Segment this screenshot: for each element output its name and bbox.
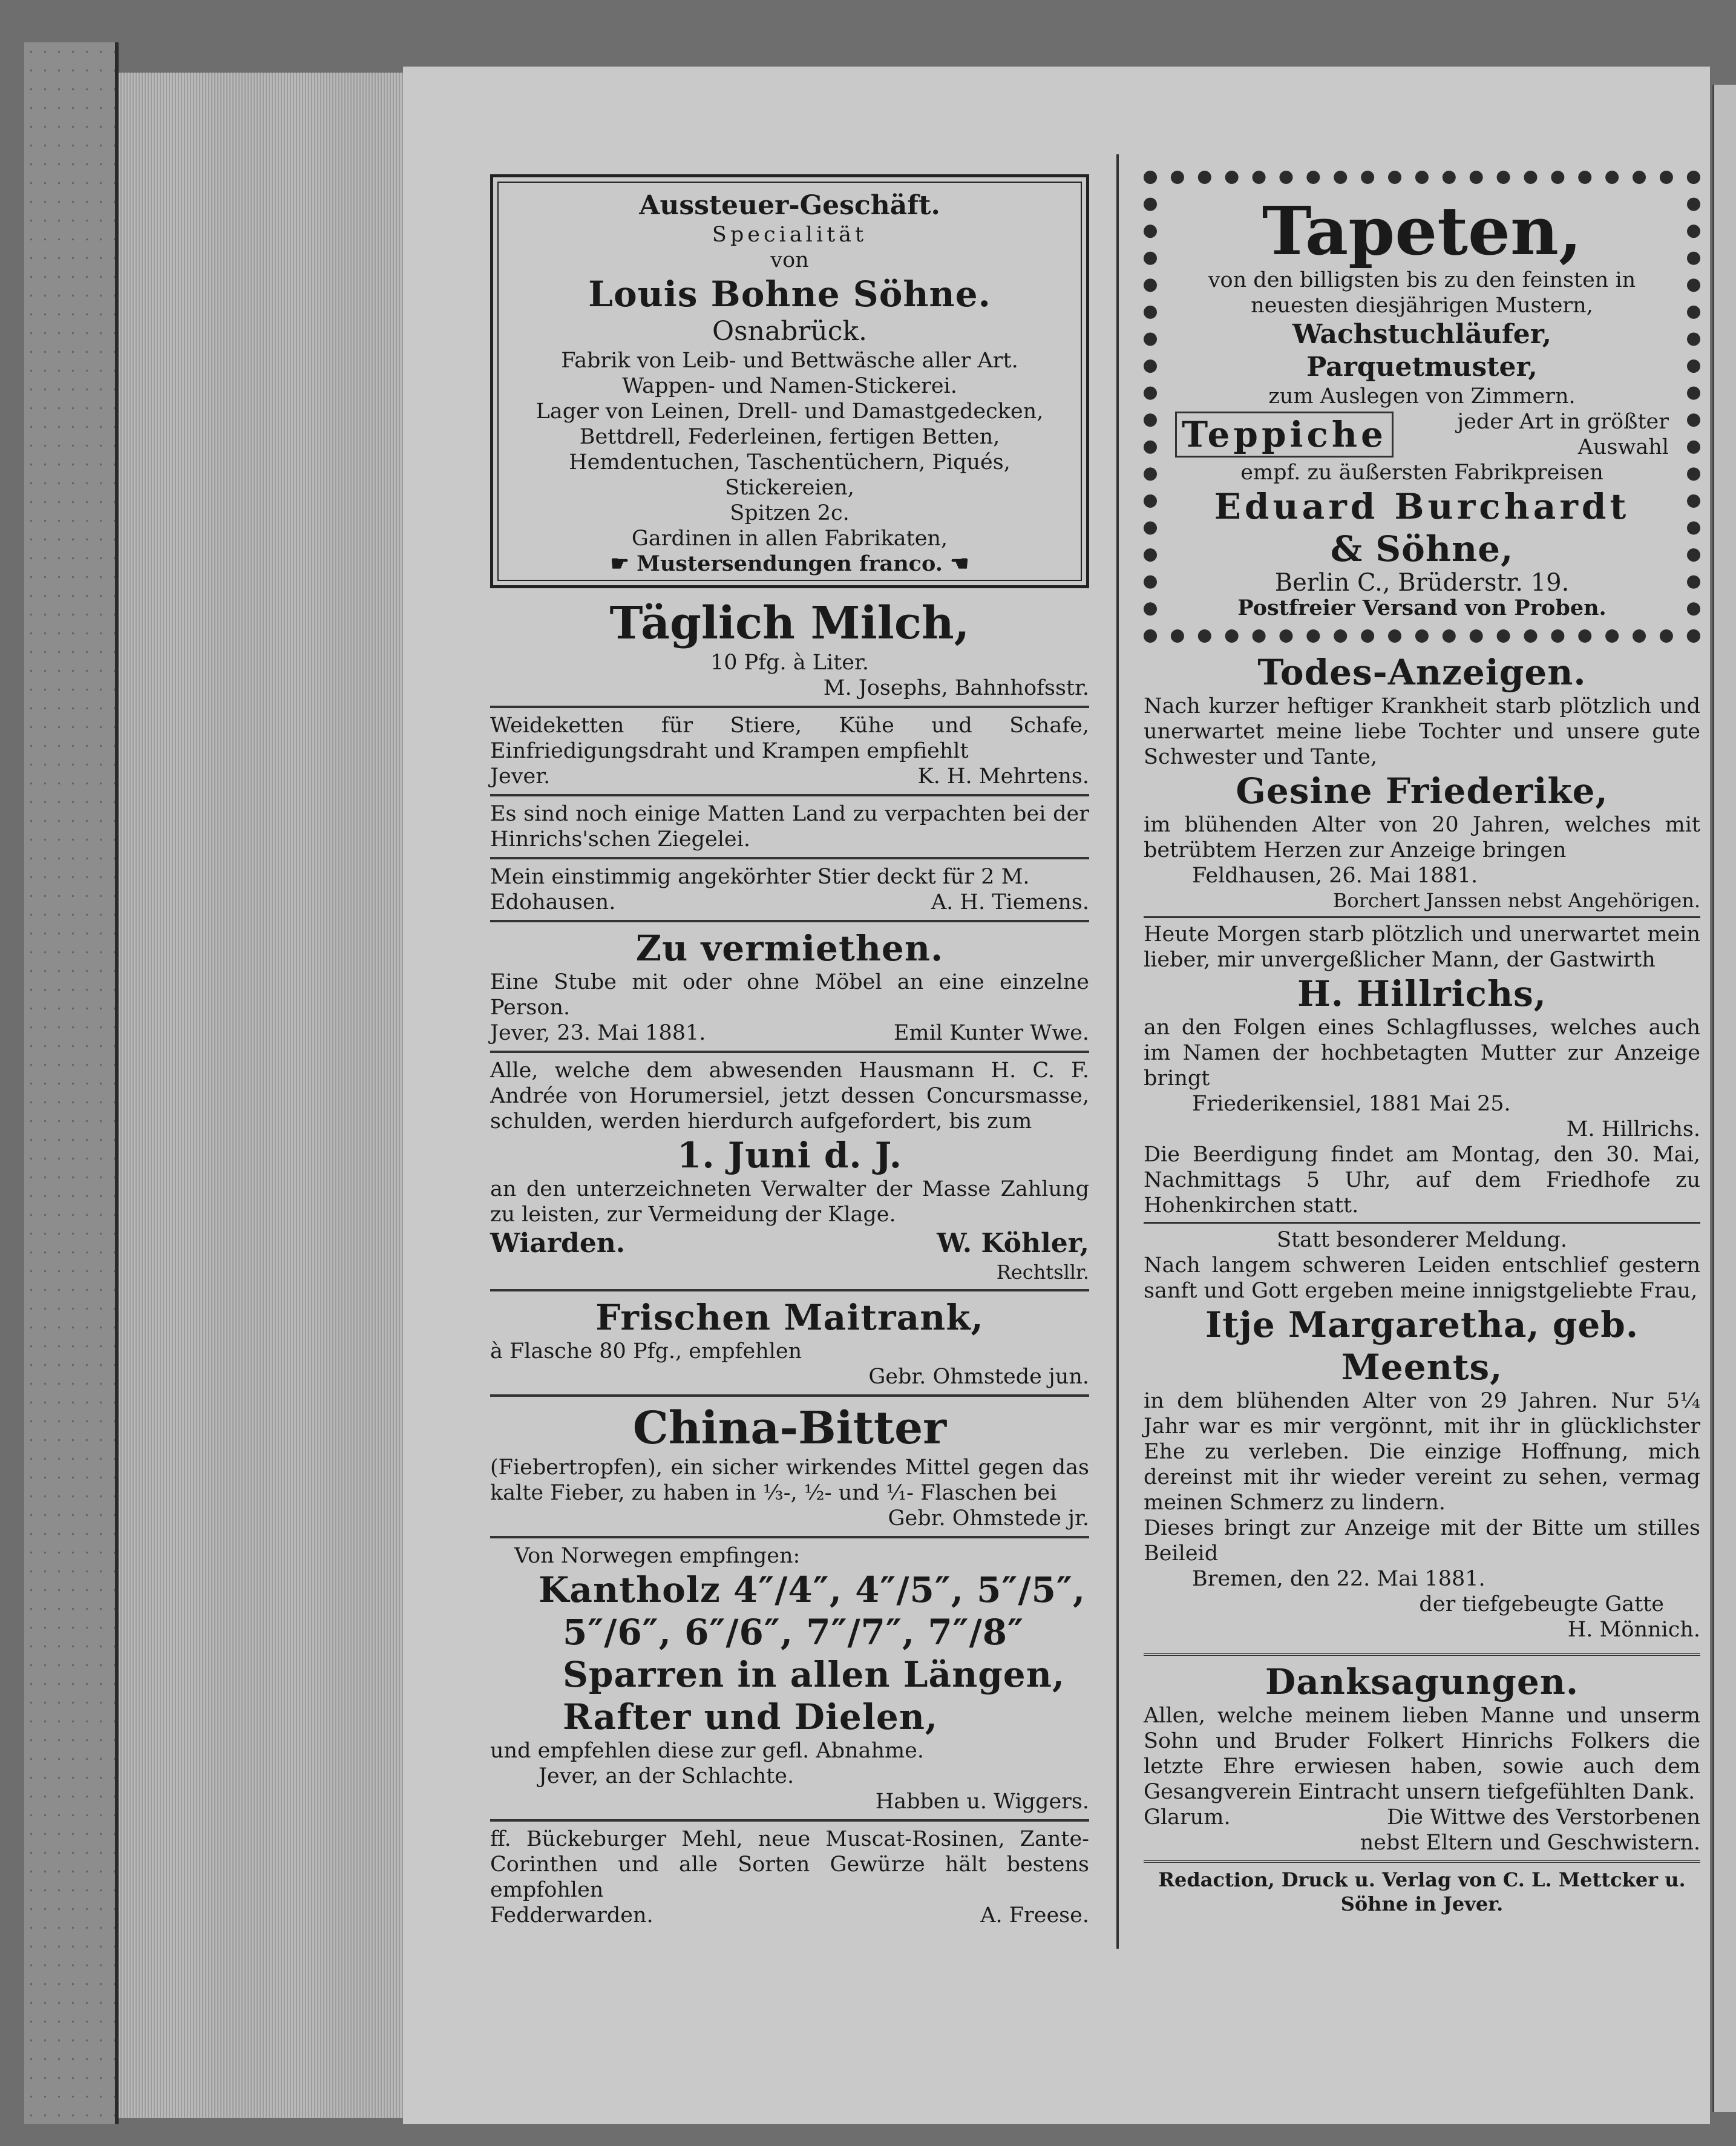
todes-date: Friederikensiel, 1881 Mai 25. <box>1192 1092 1511 1116</box>
ad-line: Fabrik von Leib- und Bettwäsche aller Art. <box>561 349 1018 373</box>
divider <box>490 857 1089 859</box>
mehl-text: ff. Bückeburger Mehl, neue Muscat-Rosinen, Zante-Corinthen und alle Sorten Gewürze hält bestens empfohlen <box>490 1827 1089 1902</box>
dank-signature: nebst Eltern und Geschwistern. <box>1360 1831 1700 1855</box>
divider <box>490 1819 1089 1822</box>
firm-name: Louis Bohne Söhne. <box>588 274 991 315</box>
milk-title: Täglich Milch, <box>609 597 970 649</box>
weide-signature: K. H. Mehrtens. <box>917 764 1089 789</box>
todes-signature: der tiefgebeugte Gatte <box>1419 1592 1664 1616</box>
ad-title: Aussteuer-Geschäft. <box>639 190 940 221</box>
left-column <box>490 163 1089 1928</box>
holz-intro: Von Norwegen empfingen: <box>514 1544 801 1568</box>
tapeten-line: neuesten diesjährigen Mustern, <box>1251 294 1593 318</box>
todes-text: Statt besonderer Meldung. <box>1276 1228 1568 1252</box>
dank-title: Danksagungen. <box>1265 1661 1579 1702</box>
pointing-hand-icon: ☛ <box>610 551 637 576</box>
china-title: China-Bitter <box>632 1402 947 1454</box>
matten-text: Es sind noch einige Matten Land zu verpachten bei der Hinrichs'schen Ziegelei. <box>490 802 1089 852</box>
todes-date: Bremen, den 22. Mai 1881. <box>1192 1567 1485 1591</box>
vermiethen-text: Eine Stube mit oder ohne Möbel an eine einzelne Person. <box>490 970 1089 1020</box>
ad-weideketten <box>490 713 1089 789</box>
teppiche-label: Teppiche <box>1175 412 1394 458</box>
tapeten-firm: & Söhne, <box>1330 528 1514 569</box>
weide-place: Jever. <box>490 764 551 789</box>
tapeten-title: Tapeten, <box>1262 192 1582 270</box>
tapeten-footer: Postfreier Versand von Proben. <box>1237 596 1607 620</box>
pointing-hand-icon: ☚ <box>942 551 969 576</box>
holz-text: und empfehlen diese zur gefl. Abnahme. <box>490 1739 925 1763</box>
deceased-name: H. Hillrichs, <box>1297 973 1547 1014</box>
todes-text: Dieses bringt zur Anzeige mit der Bitte um stilles Beileid <box>1144 1516 1700 1566</box>
ad-concurs <box>490 1058 1089 1284</box>
next-page-edge <box>1712 85 1736 2112</box>
ad-line: Lager von Leinen, Drell- und Damastgedecken, <box>536 399 1044 424</box>
vermiethen-signature: Emil Kunter Wwe. <box>893 1021 1089 1045</box>
divider <box>490 706 1089 708</box>
divider <box>1144 916 1700 918</box>
ad-vermiethen <box>490 927 1089 1046</box>
divider <box>490 1536 1089 1538</box>
ad-milk <box>490 597 1089 701</box>
todes-text: in dem blühenden Alter von 29 Jahren. Nur 5¼ Jahr war es mir vergönnt, mit ihr in glücklichster Ehe zu verleben. Die einzige Hoffnung, mich dereinst mit ihr wieder vereint zu sehen, vermag meinen Schmerz zu lindern. <box>1144 1389 1700 1515</box>
todes-text: Nach kurzer heftiger Krankheit starb plötzlich und unerwartet meine liebe Tochter und unsere gute Schwester und Tante, <box>1144 694 1700 769</box>
ad-subtitle: von <box>770 248 809 272</box>
holz-signature: Habben u. Wiggers. <box>875 1790 1089 1814</box>
china-signature: Gebr. Ohmstede jr. <box>888 1506 1089 1531</box>
todes-signature: M. Hillrichs. <box>1566 1117 1700 1141</box>
mehl-signature: A. Freese. <box>980 1903 1089 1928</box>
danksagungen <box>1144 1661 1700 1856</box>
ad-tapeten <box>1144 171 1700 643</box>
todes-text: Nach langem schweren Leiden entschlief gestern sanft und Gott ergeben meine innigstgeliebte Frau, <box>1144 1253 1700 1303</box>
page-edges <box>119 73 405 2118</box>
divider <box>1144 1222 1700 1224</box>
holz-line: Sparren in allen Längen, <box>563 1654 1066 1695</box>
divider <box>490 794 1089 796</box>
concurs-deadline: 1. Juni d. J. <box>677 1135 902 1176</box>
mehl-place: Fedderwarden. <box>490 1903 653 1928</box>
china-text: (Fiebertropfen), ein sicher wirkendes Mittel gegen das kalte Fieber, zu haben in ⅓-, ½- und ⅟₁- Flaschen bei <box>490 1455 1089 1505</box>
divider <box>1144 1860 1700 1863</box>
weide-text: Weideketten für Stiere, Kühe und Schafe, Einfriedigungsdraht und Krampen empfiehlt <box>490 714 1089 763</box>
city: Osnabrück. <box>712 316 868 347</box>
ad-line: Spitzen 2c. <box>730 501 850 525</box>
dank-text: Allen, welche meinem lieben Manne und unserm Sohn und Bruder Folkert Hinrichs Folkers die letzte Ehre erwiesen haben, sowie auch dem Gesangverein Eintracht unsern tiefgefühlten Dank. <box>1144 1704 1700 1804</box>
todes-title: Todes-Anzeigen. <box>1257 652 1587 693</box>
maitrank-title: Frischen Maitrank, <box>595 1297 984 1338</box>
ad-aussteuer <box>490 174 1089 588</box>
tapeten-line: Auswahl <box>1577 435 1669 459</box>
stier-signature: A. H. Tiemens. <box>931 890 1089 914</box>
right-column <box>1144 163 1700 1916</box>
tapeten-line: Wachstuchläufer, Parquetmuster, <box>1292 319 1552 382</box>
concurs-signature: W. Köhler, <box>937 1228 1089 1259</box>
todes-date: Feldhausen, 26. Mai 1881. <box>1192 864 1478 888</box>
todes-text: an den Folgen eines Schlagflusses, welches auch im Namen der hochbetagten Mutter zur Anzeige bringt <box>1144 1016 1700 1091</box>
ad-subtitle: Specialität <box>712 223 868 247</box>
milk-signature: M. Josephs, Bahnhofsstr. <box>823 676 1089 700</box>
tapeten-line: von den billigsten bis zu den feinsten in <box>1208 268 1636 292</box>
holz-place: Jever, an der Schlachte. <box>539 1764 794 1788</box>
divider <box>490 920 1089 922</box>
divider <box>1144 1653 1700 1656</box>
ad-line: Bettdrell, Federleinen, fertigen Betten, <box>579 425 1000 449</box>
todes-signature: H. Mönnich. <box>1567 1618 1700 1642</box>
todes-anzeigen <box>1144 651 1700 1642</box>
stier-text: Mein einstimmig angekörhter Stier deckt für 2 M. <box>490 865 1030 889</box>
divider <box>490 1394 1089 1397</box>
tapeten-address: Berlin C., Brüderstr. 19. <box>1274 569 1570 597</box>
deceased-name: Itje Margaretha, geb. Meents, <box>1205 1304 1639 1388</box>
tapeten-line: empf. zu äußersten Fabrikpreisen <box>1240 461 1603 485</box>
holz-line: Rafter und Dielen, <box>563 1696 938 1737</box>
vermiethen-date: Jever, 23. Mai 1881. <box>490 1021 706 1045</box>
ad-maitrank <box>490 1296 1089 1390</box>
todes-text: im blühenden Alter von 20 Jahren, welches mit betrübtem Herzen zur Anzeige bringen <box>1144 813 1700 862</box>
ad-footer <box>510 551 1069 577</box>
holz-line: 5″/6″, 6″/6″, 7″/7″, 7″/8″ <box>563 1612 1024 1653</box>
tapeten-firm: Eduard Burchardt <box>1214 486 1630 527</box>
imprint: Redaction, Druck u. Verlag von C. L. Mettcker u. Söhne in Jever. <box>1158 1868 1686 1915</box>
concurs-place: Wiarden. <box>490 1228 626 1259</box>
book-cover <box>24 42 119 2124</box>
ad-line: Wappen- und Namen-Stickerei. <box>622 374 957 398</box>
concurs-text: Alle, welche dem abwesenden Hausmann H. C. F. Andrée von Horumersiel, jetzt dessen Concursmasse, schulden, werden hierdurch aufgefordert, bis zum <box>490 1058 1089 1134</box>
concurs-text: an den unterzeichneten Verwalter der Masse Zahlung zu leisten, zur Vermeidung der Klage. <box>490 1177 1089 1227</box>
ad-matten <box>490 801 1089 852</box>
deceased-name: Gesine Friederike, <box>1236 770 1608 812</box>
dotted-border <box>1144 171 1700 643</box>
column-divider <box>1116 154 1119 1949</box>
todes-text: Heute Morgen starb plötzlich und unerwartet mein lieber, mir unvergeßlicher Mann, der Gastwirth <box>1144 922 1700 972</box>
todes-text: Die Beerdigung findet am Montag, den 30. Mai, Nachmittags 5 Uhr, auf dem Friedhofe zu Hohenkirchen statt. <box>1144 1143 1700 1218</box>
concurs-role: Rechtsllr. <box>996 1261 1089 1284</box>
ad-line: Gardinen in allen Fabrikaten, <box>631 527 948 551</box>
divider <box>490 1289 1089 1291</box>
maitrank-signature: Gebr. Ohmstede jun. <box>868 1365 1089 1389</box>
todes-signature: Borchert Janssen nebst Angehörigen. <box>1332 889 1700 912</box>
ad-china-bitter <box>490 1402 1089 1531</box>
dank-place: Glarum. <box>1144 1805 1231 1829</box>
ad-line: Hemdentuchen, Taschentüchern, Piqués, Stickereien, <box>569 450 1010 500</box>
stier-place: Edohausen. <box>490 890 616 914</box>
holz-line: Kantholz 4″/4″, 4″/5″, 5″/5″, <box>539 1569 1086 1610</box>
tapeten-line: jeder Art in größter <box>1457 410 1669 434</box>
ad-footer-text: Mustersendungen franco. <box>637 551 943 576</box>
divider <box>490 1051 1089 1053</box>
ad-stier <box>490 864 1089 915</box>
ad-mehl <box>490 1826 1089 1928</box>
vermiethen-title: Zu vermiethen. <box>635 928 944 969</box>
maitrank-text: à Flasche 80 Pfg., empfehlen <box>490 1339 802 1363</box>
milk-price: 10 Pfg. à Liter. <box>710 651 870 675</box>
ad-holz <box>490 1543 1089 1814</box>
dank-signature: Die Wittwe des Verstorbenen <box>1386 1805 1700 1829</box>
tapeten-line: zum Auslegen von Zimmern. <box>1268 384 1576 409</box>
